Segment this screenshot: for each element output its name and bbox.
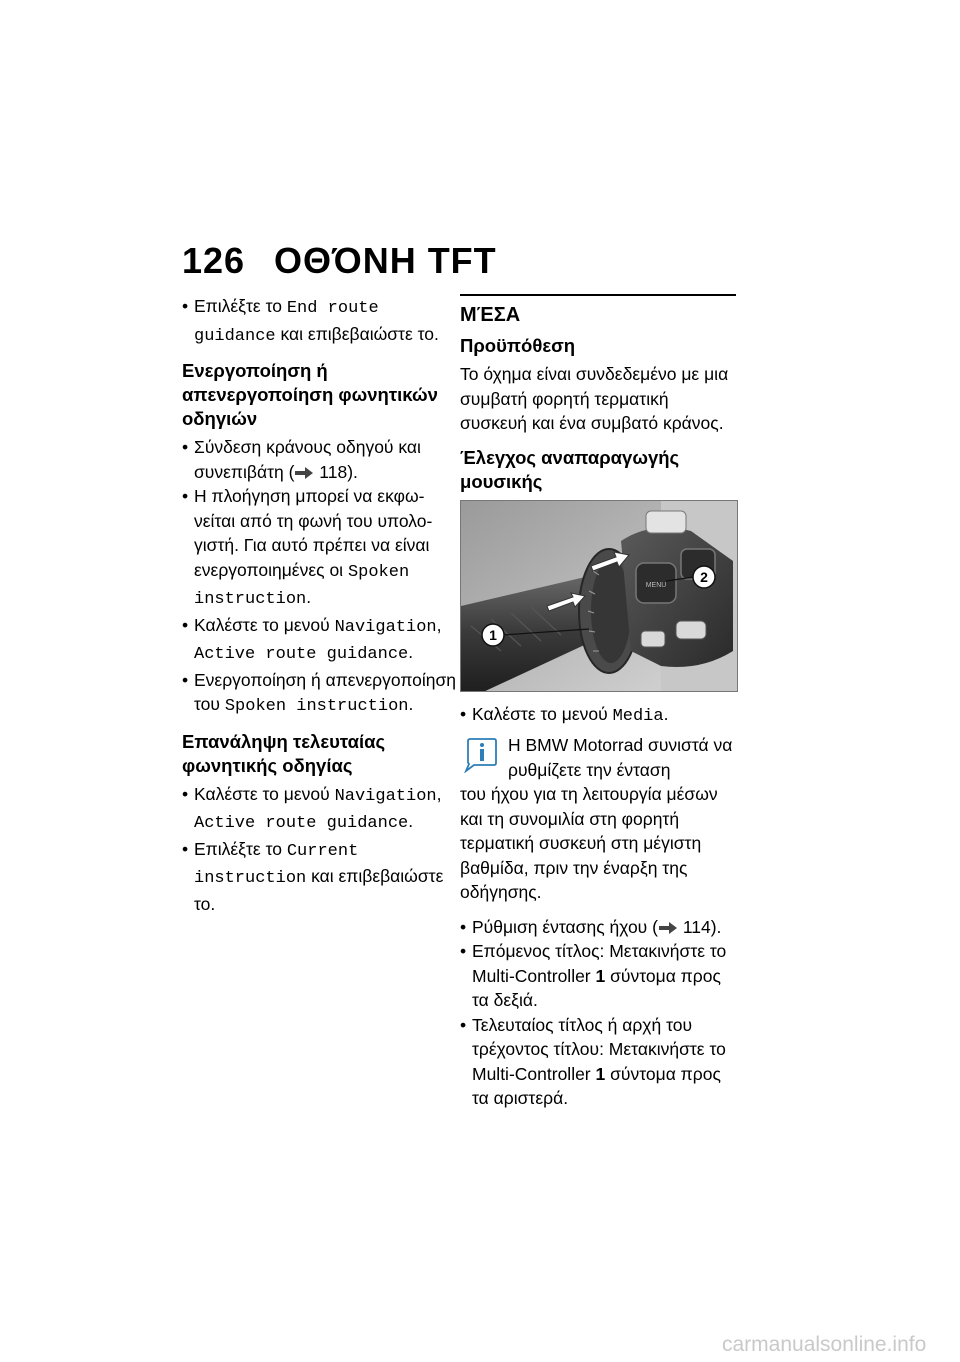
callout-1: 1 xyxy=(489,626,497,643)
list-item: • Σύνδεση κράνους οδηγού και συνεπιβάτη ( 118). xyxy=(182,435,458,484)
info-note xyxy=(460,733,736,905)
callout-2: 2 xyxy=(700,568,708,585)
callout-reference: 1 xyxy=(595,1063,606,1084)
list-item: • Επιλέξτε το End route guidance και επιβεβαιώστε το. xyxy=(182,294,458,349)
menu-option: Spoken instruction xyxy=(194,562,410,609)
info-icon xyxy=(460,737,500,773)
svg-text:MENU: MENU xyxy=(645,581,667,589)
handlebar-controls-figure xyxy=(460,500,738,692)
list-item: • Καλέστε το μενού Navigation, Active route guidance. xyxy=(182,613,458,668)
menu-option: Active route guidance xyxy=(194,814,409,833)
subheading: Επανάληψη τελευταίας φωνητικής οδηγίας xyxy=(182,730,386,776)
list-item: • Τελευταίος τίτλος ή αρχή του τρέχοντος τίτλου: Μετακινήστε το Multi-Controller 1 σύντομα προς τα αριστερά. xyxy=(460,1013,736,1111)
right-column xyxy=(460,294,736,1111)
list-item: • Η πλοήγηση μπορεί να εκφωνείται από τη φωνή του υπολογιστή. Για αυτό πρέπει να είναι ενεργοποιημένες οι Spoken instruction. xyxy=(182,484,458,613)
list-item: • Επιλέξτε το Current instruction και επιβεβαιώστε το. xyxy=(182,837,458,917)
page-reference: 114 xyxy=(682,916,711,937)
page-header xyxy=(182,240,497,282)
menu-option: Current instruction xyxy=(194,841,359,888)
list-item: • Ρύθμιση έντασης ήχου ( 114). xyxy=(460,915,736,940)
list-item: • Καλέστε το μενού Navigation, Active route guidance. xyxy=(182,782,458,837)
paragraph: Το όχημα είναι συνδεδεμένο με μια συμβατή φορητή τερματική συσκευή και ένα συμβατό κράνος. xyxy=(460,364,729,433)
left-column xyxy=(182,294,458,916)
page-number: 126 xyxy=(182,240,246,281)
list-item: • Επόμενος τίτλος: Μετακινήστε το Multi-Controller 1 σύντομα προς τα δεξιά. xyxy=(460,939,736,1013)
list-item: • Καλέστε το μενού Media. xyxy=(460,702,736,730)
arrow-right-icon xyxy=(294,467,314,479)
menu-option: Spoken instruction xyxy=(224,697,409,716)
subheading: Προϋπόθεση xyxy=(460,335,576,356)
page-reference: 118 xyxy=(319,461,348,482)
section-divider xyxy=(460,294,736,296)
menu-option: Navigation xyxy=(334,617,437,637)
info-text-rest: του ήχου για τη λειτουργία μέσων και τη συνομιλία στη φορητή τερματική συσκευή στη μέγιστη βαθμίδα, πριν την έναρξη της οδήγησης. xyxy=(460,784,718,902)
subheading: Έλεγχος αναπαραγωγής μουσικής xyxy=(460,446,680,492)
callout-reference: 1 xyxy=(595,965,606,986)
section-title: ΜΈΣΑ xyxy=(460,304,521,326)
subheading: Ενεργοποίηση ή απενεργοποίηση φωνητικών οδηγιών xyxy=(182,360,438,429)
handlebar-illustration xyxy=(461,501,738,692)
arrow-right-icon xyxy=(658,922,678,934)
watermark: carmanualsonline.info xyxy=(722,1333,927,1356)
menu-option: Media xyxy=(612,706,664,726)
info-text-first: Η BMW Motorrad συνιστά να ρυθμίζετε την ένταση xyxy=(508,735,733,780)
menu-option: Active route guidance xyxy=(194,645,409,664)
menu-option: End route guidance xyxy=(194,299,379,346)
menu-option: Navigation xyxy=(334,786,437,806)
list-item: • Ενεργοποίηση ή απενεργοποίηση του Spoken instruction. xyxy=(182,668,458,720)
page-title: ΟΘΌΝΗ TFT xyxy=(274,240,497,281)
